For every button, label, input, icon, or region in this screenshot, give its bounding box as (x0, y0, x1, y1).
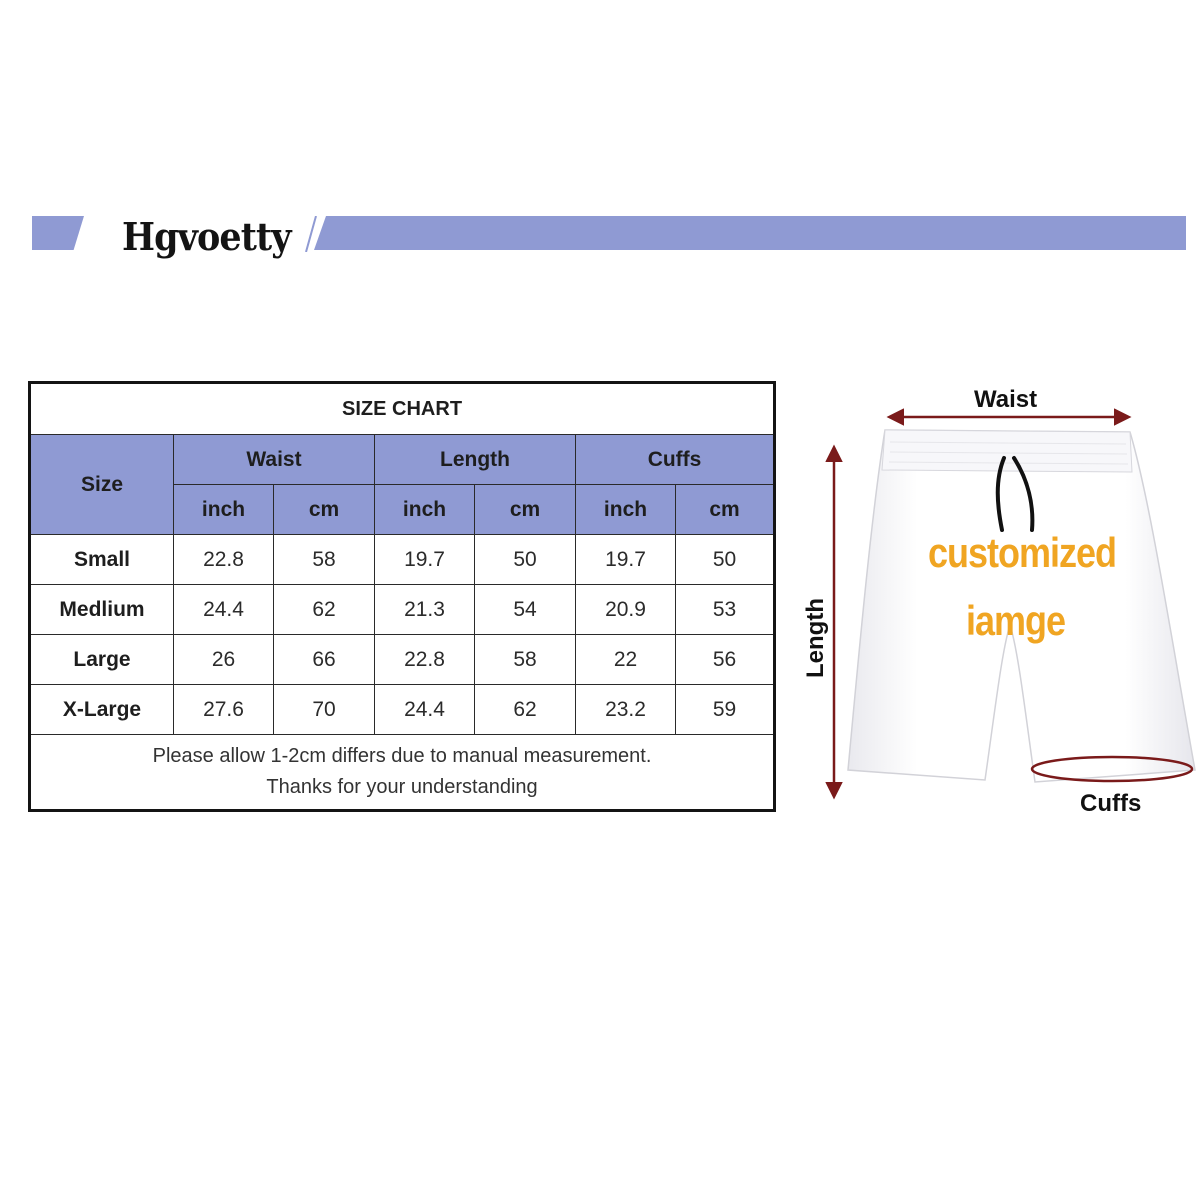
unit-header: inch (576, 485, 676, 535)
size-chart-table (28, 381, 776, 812)
size-name-cell: Small (30, 535, 174, 585)
table-cell: 58 (475, 635, 576, 685)
unit-header: cm (676, 485, 775, 535)
table-row (30, 685, 775, 735)
table-title-row (30, 383, 775, 435)
note-line: Please allow 1-2cm differs due to manual measurement. (152, 745, 652, 767)
measurement-note-row (30, 735, 775, 811)
size-name-cell: X-Large (30, 685, 174, 735)
cuffs-label: Cuffs (1080, 790, 1142, 817)
table-cell: 50 (676, 535, 775, 585)
customized-image-text: customized (928, 528, 1117, 576)
unit-header: cm (475, 485, 576, 535)
table-cell: 54 (475, 585, 576, 635)
length-group-header: Length (375, 435, 576, 485)
table-cell: 26 (174, 635, 274, 685)
table-cell: 66 (274, 635, 375, 685)
table-cell: 70 (274, 685, 375, 735)
table-row (30, 585, 775, 635)
table-cell: 27.6 (174, 685, 274, 735)
waist-label: Waist (974, 386, 1038, 413)
table-cell: 22.8 (375, 635, 475, 685)
table-cell: 24.4 (375, 685, 475, 735)
waistband (882, 430, 1132, 472)
table-row (30, 535, 775, 585)
unit-header: inch (375, 485, 475, 535)
brand-banner (0, 210, 1200, 260)
table-cell: 62 (475, 685, 576, 735)
size-column-header: Size (30, 435, 174, 535)
table-cell: 24.4 (174, 585, 274, 635)
table-cell: 23.2 (576, 685, 676, 735)
group-header-row (30, 435, 775, 485)
table-cell: 22.8 (174, 535, 274, 585)
note-line: Thanks for your understanding (266, 776, 538, 798)
table-cell: 56 (676, 635, 775, 685)
table-cell: 20.9 (576, 585, 676, 635)
size-name-cell: Medlium (30, 585, 174, 635)
table-cell: 19.7 (375, 535, 475, 585)
shorts-measurement-figure (790, 380, 1200, 830)
length-label: Length (802, 598, 829, 678)
waist-group-header: Waist (174, 435, 375, 485)
table-cell: 59 (676, 685, 775, 735)
customized-image-text: iamge (966, 596, 1066, 644)
banner-right-stripe (314, 216, 1186, 250)
table-row (30, 635, 775, 685)
unit-header: cm (274, 485, 375, 535)
table-cell: 22 (576, 635, 676, 685)
measurement-note (30, 735, 775, 811)
size-name-cell: Large (30, 635, 174, 685)
table-cell: 21.3 (375, 585, 475, 635)
table-cell: 53 (676, 585, 775, 635)
table-cell: 62 (274, 585, 375, 635)
brand-name: Hgvoetty (122, 214, 291, 259)
banner-left-stripe (32, 216, 84, 250)
unit-header: inch (174, 485, 274, 535)
table-cell: 50 (475, 535, 576, 585)
table-cell: 19.7 (576, 535, 676, 585)
table-cell: 58 (274, 535, 375, 585)
size-chart-title: SIZE CHART (30, 383, 775, 435)
cuffs-group-header: Cuffs (576, 435, 775, 485)
